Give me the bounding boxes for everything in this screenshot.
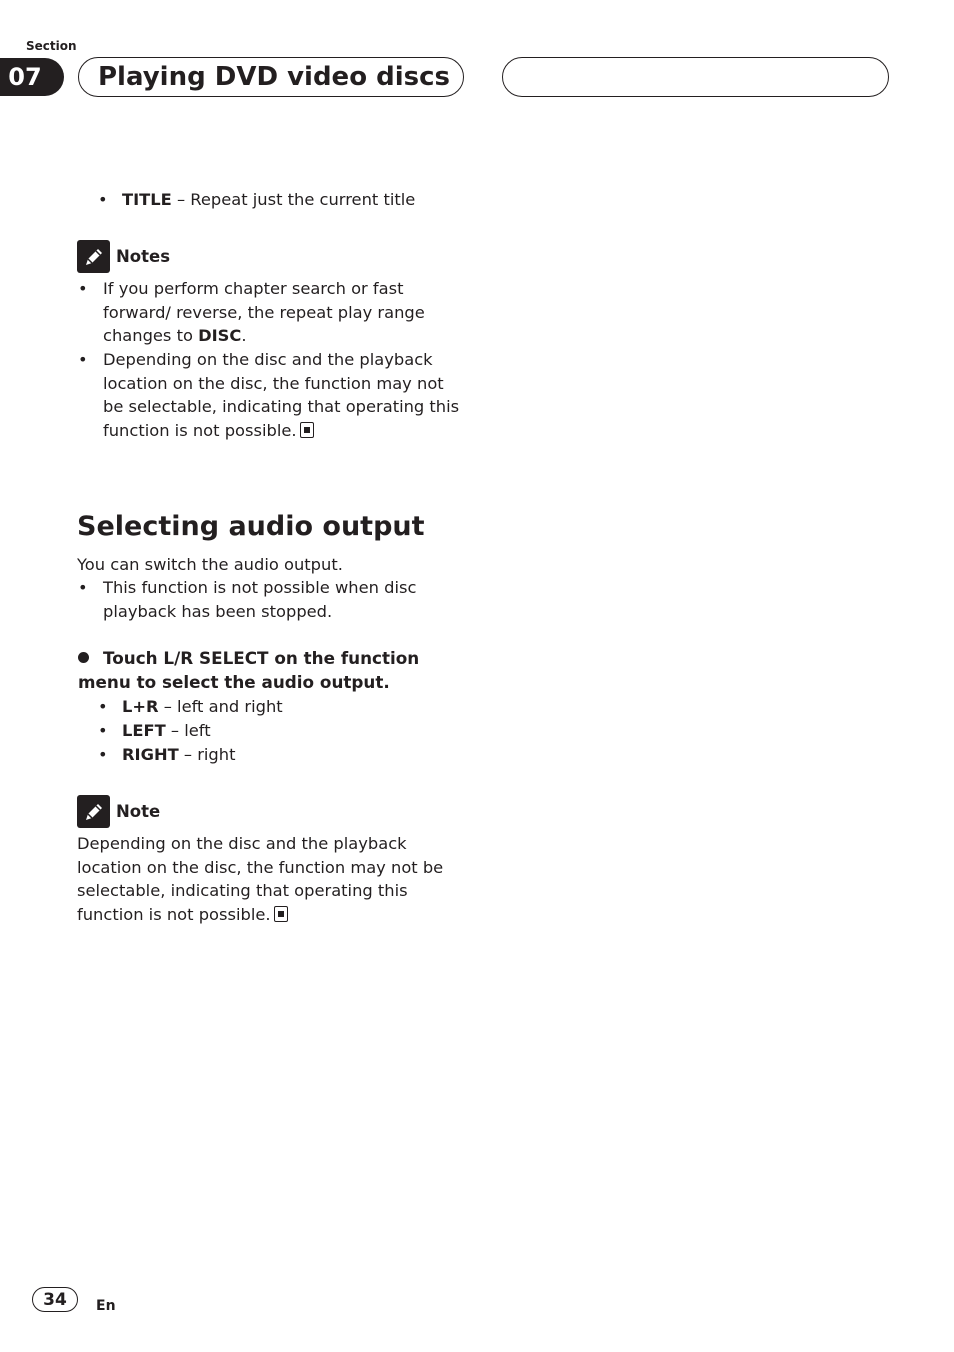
section-label: Section xyxy=(26,39,77,53)
list-item: • RIGHT – right xyxy=(98,745,236,764)
pencil-icon xyxy=(77,240,110,273)
instruction: Touch L/R SELECT on the function menu to select the audio output. xyxy=(78,648,420,692)
stop-icon xyxy=(274,906,288,922)
list-item: • LEFT – left xyxy=(98,721,211,740)
note-heading: Note xyxy=(77,795,160,828)
step-bullet-icon xyxy=(78,652,89,663)
option-desc: – Repeat just the current title xyxy=(171,190,416,209)
note-text: Depending on the disc and the playback location on the disc, the function may not be selectable, indicating that operating this function is not possible. xyxy=(77,834,444,925)
note-item: • Depending on the disc and the playback location on the disc, the function may not be selectable, indicating that operating this function is not possible. xyxy=(78,350,460,441)
intro-text: You can switch the audio output. xyxy=(77,555,343,574)
list-item: • L+R – left and right xyxy=(98,697,283,716)
pencil-icon xyxy=(77,795,110,828)
header-empty-box xyxy=(502,57,889,97)
notes-heading: Notes xyxy=(77,240,170,273)
section-title: Playing DVD video discs xyxy=(78,57,464,97)
note-item: • If you perform chapter search or fast forward/ reverse, the repeat play range changes to DISC. xyxy=(78,279,425,346)
list-item: • TITLE – Repeat just the current title xyxy=(98,190,416,209)
section-heading: Selecting audio output xyxy=(77,511,425,542)
list-item: • This function is not possible when disc playback has been stopped. xyxy=(78,578,417,621)
stop-icon xyxy=(300,422,314,438)
section-number-tab: 07 xyxy=(0,58,64,96)
page-number: 34 xyxy=(32,1287,78,1312)
option-key: TITLE xyxy=(122,190,172,209)
language-label: En xyxy=(96,1298,116,1314)
